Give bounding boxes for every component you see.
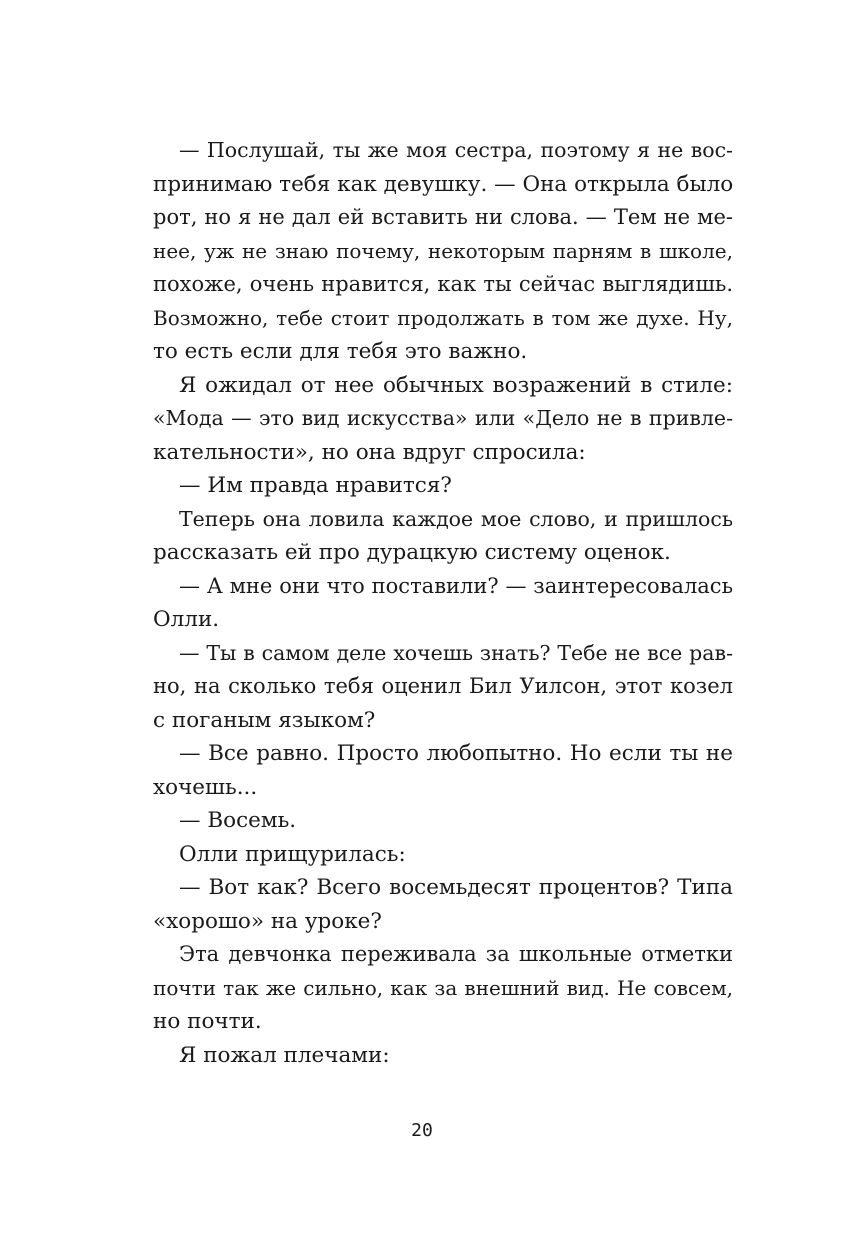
text-line: — А мне они что поставили? — заинтересовалась bbox=[179, 573, 733, 598]
text-line: Олли. bbox=[153, 607, 220, 632]
text-line: Я пожал плечами: bbox=[179, 1042, 390, 1068]
text-line: с поганым языком? bbox=[153, 707, 376, 733]
text-line: нее, уж не знаю почему, некоторым парням в школе, bbox=[153, 238, 733, 263]
text-line: Я ожидал от нее обычных возражений в стиле: bbox=[179, 372, 733, 398]
page-number: 20 bbox=[411, 1120, 433, 1141]
text-line: «хорошо» на уроке? bbox=[153, 908, 382, 934]
text-line: — Восемь. bbox=[179, 808, 297, 833]
text-line: — Им правда нравится? bbox=[179, 473, 452, 498]
text-line: — Ты в самом деле хочешь знать? Тебе не все рав- bbox=[179, 640, 733, 665]
text-line: Эта девчонка переживала за школьные отметки bbox=[179, 942, 733, 966]
text-line: принимаю тебя как девушку. — Она открыла было bbox=[153, 171, 733, 197]
text-line: Возможно, тебе стоит продолжать в том же духе. Ну, bbox=[153, 305, 733, 330]
text-line: — Все равно. Просто любопытно. Но если ты не bbox=[179, 741, 733, 766]
text-line: — Послушай, ты же моя сестра, поэтому я не вос- bbox=[179, 138, 733, 162]
text-line: Олли прищурилась: bbox=[179, 841, 406, 867]
body-text bbox=[153, 134, 733, 1072]
text-line: то есть если для тебя это важно. bbox=[153, 339, 528, 364]
text-line: но почти. bbox=[153, 1009, 262, 1034]
text-line: рассказать ей про дурацкую систему оценок. bbox=[153, 540, 671, 565]
text-line: Теперь она ловила каждое мое слово, и пришлось bbox=[179, 506, 733, 531]
text-line: почти так же сильно, как за внешний вид. Не совсем, bbox=[153, 975, 733, 1000]
text-line: рот, но я не дал ей вставить ни слова. — Тем не ме- bbox=[153, 205, 733, 229]
text-line: «Мода — это вид искусства» или «Дело не в привле- bbox=[153, 406, 733, 430]
text-line: хочешь... bbox=[153, 774, 258, 800]
text-line: кательности», но она вдруг спросила: bbox=[153, 439, 586, 465]
text-line: похоже, очень нравится, как ты сейчас выглядишь. bbox=[153, 272, 733, 296]
text-line: но, на сколько тебя оценил Бил Уилсон, этот козел bbox=[153, 674, 733, 698]
text-line: — Вот как? Всего восемьдесят процентов? Типа bbox=[179, 875, 733, 900]
